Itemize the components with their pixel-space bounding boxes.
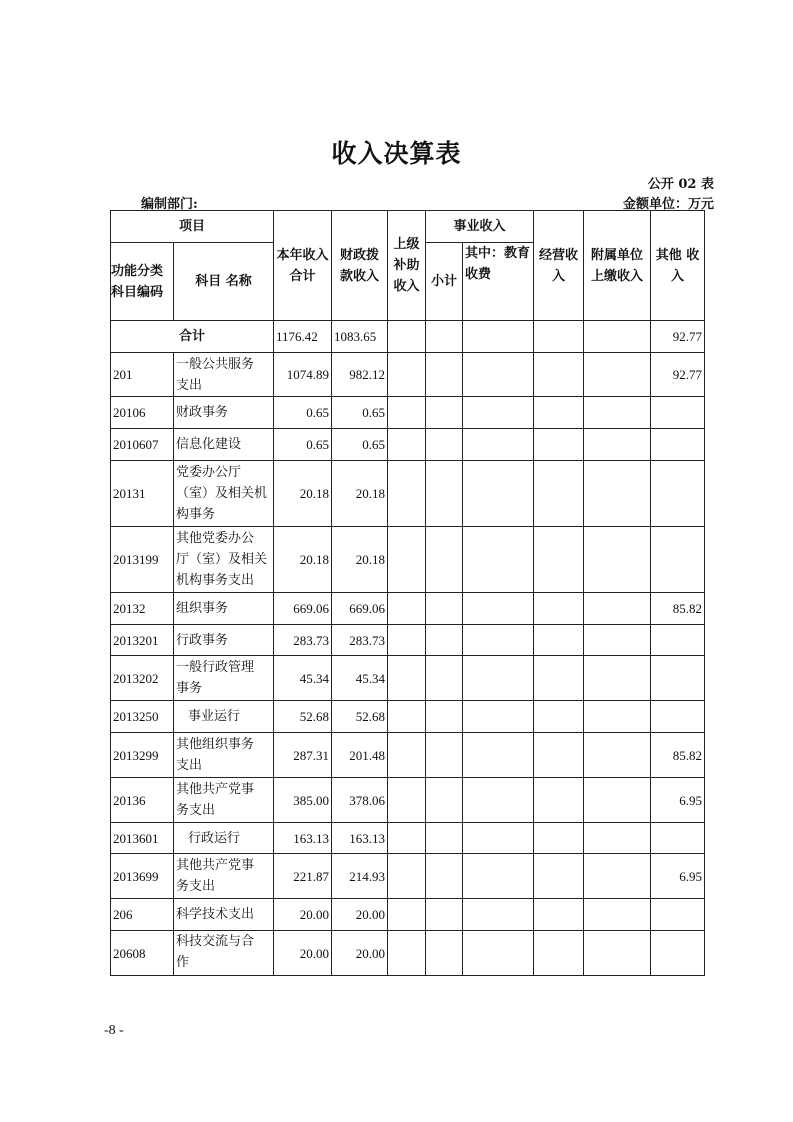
row-fiscal: 20.18 (332, 527, 388, 593)
empty-cell (534, 854, 584, 899)
row-name: 党委办公厅（室）及相关机构事务 (174, 461, 274, 527)
empty-cell (388, 701, 426, 733)
row-fiscal: 669.06 (332, 593, 388, 625)
row-fiscal: 0.65 (332, 429, 388, 461)
empty-cell (388, 931, 426, 976)
empty-cell (388, 823, 426, 854)
empty-cell (463, 593, 534, 625)
empty-cell (388, 429, 426, 461)
row-code: 2010607 (111, 429, 174, 461)
row-other (651, 397, 705, 429)
dept-label: 编制部门: (141, 197, 198, 212)
empty-cell (584, 701, 651, 733)
total-label: 合计 (111, 321, 274, 353)
empty-cell (426, 854, 463, 899)
empty-cell (463, 527, 534, 593)
row-fiscal: 283.73 (332, 625, 388, 656)
empty-cell (534, 397, 584, 429)
header-fiscal: 财政拨款收入 (332, 211, 388, 321)
row-code: 20106 (111, 397, 174, 429)
empty-cell (534, 625, 584, 656)
row-total: 20.18 (274, 527, 332, 593)
empty-cell (534, 701, 584, 733)
empty-cell (463, 733, 534, 778)
row-name: 行政运行 (174, 823, 274, 854)
row-total: 287.31 (274, 733, 332, 778)
empty-cell (534, 656, 584, 701)
row-other (651, 625, 705, 656)
row-other (651, 823, 705, 854)
empty-cell (388, 527, 426, 593)
empty-cell (388, 397, 426, 429)
empty-cell (426, 701, 463, 733)
table-row (111, 733, 705, 778)
row-fiscal: 45.34 (332, 656, 388, 701)
empty-cell (463, 823, 534, 854)
table-row (111, 353, 705, 397)
empty-cell (388, 625, 426, 656)
row-total: 1074.89 (274, 353, 332, 397)
header-business: 事业收入 (426, 211, 534, 243)
row-code: 2013202 (111, 656, 174, 701)
row-total: 20.00 (274, 899, 332, 931)
empty-cell (534, 733, 584, 778)
empty-cell (584, 823, 651, 854)
empty-cell (426, 733, 463, 778)
header-total: 本年收入合计 (274, 211, 332, 321)
row-fiscal: 378.06 (332, 778, 388, 823)
table-row (111, 778, 705, 823)
table-code: 公开 02 表 (647, 177, 714, 192)
total-row (111, 321, 705, 353)
empty-cell (463, 461, 534, 527)
empty-cell (584, 656, 651, 701)
row-other: 92.77 (651, 353, 705, 397)
empty-cell (388, 593, 426, 625)
page-title: 收入决算表 (331, 139, 462, 168)
empty-cell (388, 353, 426, 397)
empty-cell (534, 593, 584, 625)
row-fiscal: 52.68 (332, 701, 388, 733)
empty-cell (463, 429, 534, 461)
table-row (111, 823, 705, 854)
empty-cell (388, 733, 426, 778)
row-fiscal: 163.13 (332, 823, 388, 854)
empty-cell (463, 353, 534, 397)
row-fiscal: 214.93 (332, 854, 388, 899)
empty-cell (534, 931, 584, 976)
empty-cell (426, 656, 463, 701)
empty-cell (584, 397, 651, 429)
page-number: -8 - (104, 1023, 124, 1038)
row-name: 其他组织事务 支出 (174, 733, 274, 778)
row-name: 组织事务 (174, 593, 274, 625)
empty-cell (584, 527, 651, 593)
row-other: 6.95 (651, 854, 705, 899)
header-project: 项目 (111, 211, 274, 243)
total-total: 1176.42 (274, 321, 332, 353)
row-total: 0.65 (274, 429, 332, 461)
row-name: 行政事务 (174, 625, 274, 656)
table-row (111, 931, 705, 976)
empty-cell (534, 461, 584, 527)
table-row (111, 656, 705, 701)
empty-cell (426, 931, 463, 976)
empty-cell (584, 461, 651, 527)
row-name: 科学技术支出 (174, 899, 274, 931)
row-fiscal: 20.00 (332, 931, 388, 976)
empty-cell (463, 625, 534, 656)
row-name: 其他党委办公 厅（室）及相关 机构事务支出 (174, 527, 274, 593)
row-name: 财政事务 (174, 397, 274, 429)
income-table (110, 210, 705, 976)
row-total: 45.34 (274, 656, 332, 701)
empty-cell (584, 593, 651, 625)
row-code: 20131 (111, 461, 174, 527)
header-affiliated: 附属单位上缴收入 (584, 211, 651, 321)
row-name: 信息化建设 (174, 429, 274, 461)
empty-cell (534, 899, 584, 931)
empty-cell (426, 593, 463, 625)
row-other: 85.82 (651, 593, 705, 625)
row-fiscal: 201.48 (332, 733, 388, 778)
empty-cell (534, 778, 584, 823)
row-code: 20132 (111, 593, 174, 625)
row-other (651, 931, 705, 976)
table-row (111, 701, 705, 733)
row-other (651, 429, 705, 461)
row-total: 163.13 (274, 823, 332, 854)
row-code: 2013299 (111, 733, 174, 778)
row-name: 一般行政管理 事务 (174, 656, 274, 701)
row-name: 事业运行 (174, 701, 274, 733)
header-func-code: 功能分类科目编码 (111, 243, 174, 321)
empty-cell (388, 854, 426, 899)
empty-cell (388, 656, 426, 701)
empty-cell (426, 397, 463, 429)
row-code: 2013199 (111, 527, 174, 593)
header-subtotal: 小计 (426, 243, 463, 321)
empty-cell (426, 527, 463, 593)
header-education: 其中：教育收费 (463, 243, 534, 321)
row-total: 52.68 (274, 701, 332, 733)
row-other: 85.82 (651, 733, 705, 778)
empty-cell (584, 931, 651, 976)
empty-cell (463, 656, 534, 701)
empty-cell (584, 733, 651, 778)
row-code: 20136 (111, 778, 174, 823)
empty-cell (463, 778, 534, 823)
row-total: 221.87 (274, 854, 332, 899)
row-total: 20.18 (274, 461, 332, 527)
empty-cell (426, 625, 463, 656)
row-other (651, 656, 705, 701)
header-other: 其他 收入 (651, 211, 705, 321)
row-code: 20608 (111, 931, 174, 976)
empty-cell (463, 701, 534, 733)
row-fiscal: 20.18 (332, 461, 388, 527)
table-row (111, 397, 705, 429)
row-total: 0.65 (274, 397, 332, 429)
empty-cell (426, 823, 463, 854)
row-other (651, 899, 705, 931)
row-code: 201 (111, 353, 174, 397)
total-fiscal: 1083.65 (332, 321, 388, 353)
empty-cell (584, 899, 651, 931)
row-fiscal: 982.12 (332, 353, 388, 397)
row-other (651, 461, 705, 527)
row-other (651, 701, 705, 733)
empty-cell (388, 899, 426, 931)
table-row (111, 854, 705, 899)
header-subject-name: 科目 名称 (174, 243, 274, 321)
empty-cell (584, 778, 651, 823)
empty-cell (426, 461, 463, 527)
row-other (651, 527, 705, 593)
row-code: 206 (111, 899, 174, 931)
empty-cell (584, 625, 651, 656)
row-fiscal: 0.65 (332, 397, 388, 429)
row-code: 2013699 (111, 854, 174, 899)
empty-cell (534, 353, 584, 397)
empty-cell (463, 899, 534, 931)
table-row (111, 593, 705, 625)
empty-cell (534, 823, 584, 854)
empty-cell (426, 353, 463, 397)
table-row (111, 899, 705, 931)
header-superior: 上级补助收入 (388, 211, 426, 321)
empty-cell (584, 429, 651, 461)
header-operating: 经营收入 (534, 211, 584, 321)
row-total: 385.00 (274, 778, 332, 823)
row-total: 283.73 (274, 625, 332, 656)
empty-cell (388, 461, 426, 527)
empty-cell (534, 429, 584, 461)
unit-label: 金额单位：万元 (622, 197, 714, 212)
row-code: 2013250 (111, 701, 174, 733)
row-name: 其他共产党事 务支出 (174, 778, 274, 823)
row-total: 20.00 (274, 931, 332, 976)
row-fiscal: 20.00 (332, 899, 388, 931)
empty-cell (463, 931, 534, 976)
row-other: 6.95 (651, 778, 705, 823)
empty-cell (426, 899, 463, 931)
empty-cell (463, 397, 534, 429)
table-row (111, 527, 705, 593)
empty-cell (534, 527, 584, 593)
empty-cell (584, 353, 651, 397)
row-name: 其他共产党事 务支出 (174, 854, 274, 899)
empty-cell (463, 854, 534, 899)
table-row (111, 429, 705, 461)
table-row (111, 625, 705, 656)
total-other: 92.77 (651, 321, 705, 353)
empty-cell (426, 429, 463, 461)
row-name: 科技交流与合 作 (174, 931, 274, 976)
row-code: 2013601 (111, 823, 174, 854)
empty-cell (388, 778, 426, 823)
empty-cell (584, 854, 651, 899)
empty-cell (426, 778, 463, 823)
row-total: 669.06 (274, 593, 332, 625)
row-code: 2013201 (111, 625, 174, 656)
row-name: 一般公共服务 支出 (174, 353, 274, 397)
table-row (111, 461, 705, 527)
